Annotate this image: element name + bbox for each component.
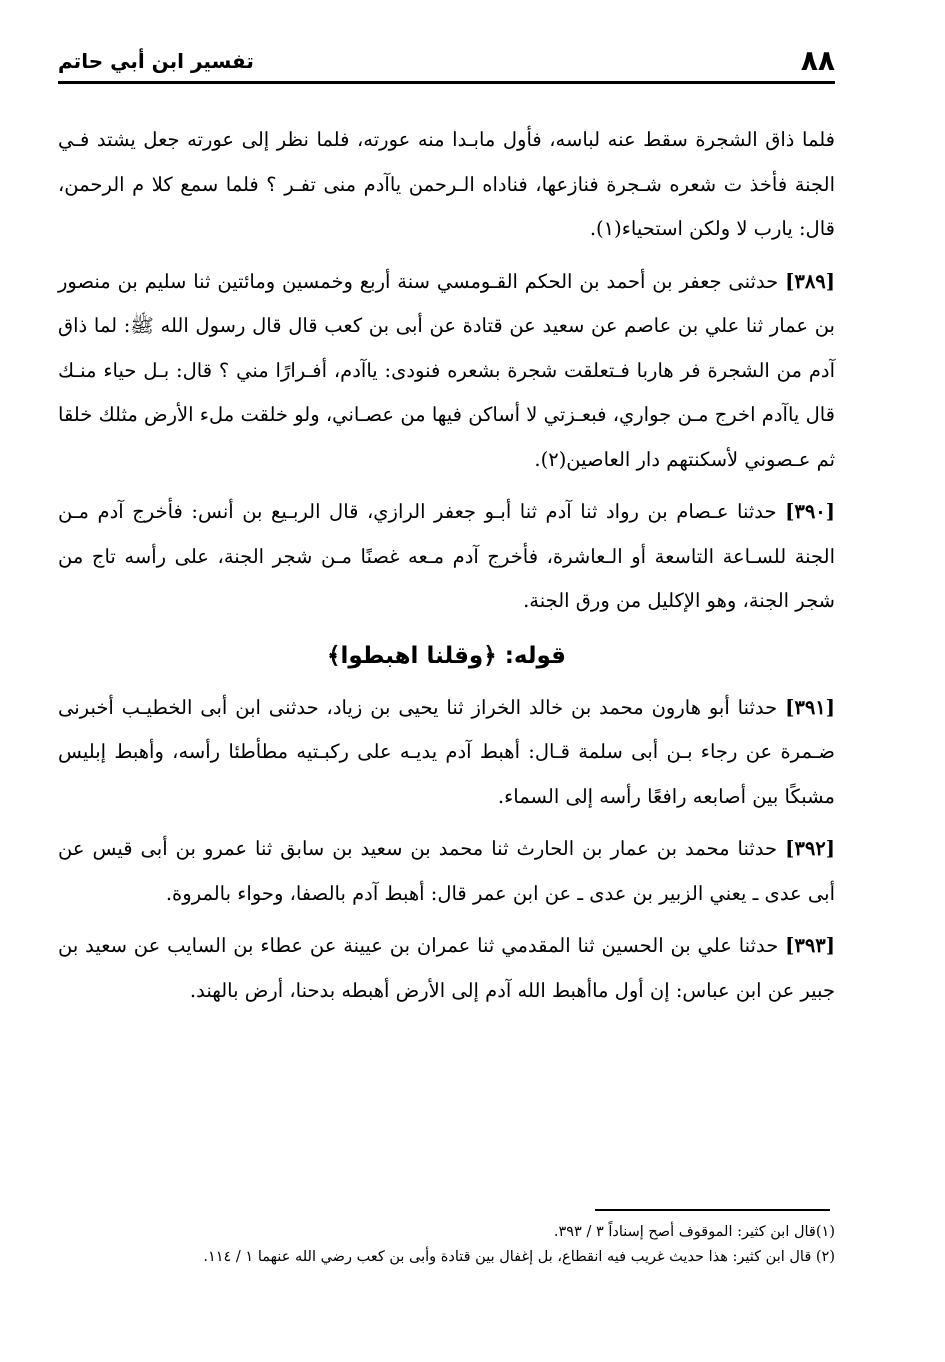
hadith-393	[58, 924, 835, 1013]
hadith-number: [٣٩٣]	[785, 934, 835, 957]
hadith-number: [٣٩١]	[785, 695, 835, 719]
hadith-number: [٣٩٠]	[785, 500, 835, 523]
hadith-390	[58, 490, 835, 624]
book-title: تفسير ابن أبي حاتم	[58, 48, 254, 73]
section-heading: قوله: ﴿وقلنا اهبطوا﴾	[327, 642, 566, 669]
page-body	[58, 118, 835, 1021]
paragraph-text: فلما ذاق الشجرة سقط عنه لباسه، فأول مابـدا منه عورته، فلما نظر إلى عورته جعل يشتد فـي الجنة فأخذ ت شعره شـجرة فنازعها، فناداه الـرحمن ياآدم منى تفـر ؟ فلما سمع كلا م الرحمن، قال: يارب لا ولكن استحياء(١).	[58, 128, 835, 240]
footnotes	[58, 1220, 835, 1270]
footnote-divider	[595, 1209, 830, 1211]
footnote-1: (١)قال ابن كثير: الموقوف أصح إسناداً ٣ / ٣٩٣.	[553, 1224, 835, 1240]
paragraph-continuation	[58, 118, 835, 252]
page-header	[58, 40, 835, 84]
hadith-text: حدثنا أبو هارون محمد بن خالد الخراز ثنا يحيى بن زياد، حدثنى ابن أبى الخطيـب أخبرنى ضـمرة عن رجاء بـن أبى سلمة قـال: أهبط آدم يديـه على ركبـتيه مطأطئا رأسه، وأهبط إبليس مشبكًا بين أصابعه رافعًا رأسه إلى السماء.	[58, 695, 835, 808]
page-number: ٨٨	[800, 44, 835, 77]
hadith-text: حدثنا عـصام بن رواد ثنا آدم ثنا أبـو جعفر الرازي، قال الربـيع بن أنس: فأخرج آدم مـن الجنة للسـاعة التاسعة أو الـعاشرة، فأخرج آدم مـعه غصنًا مـن شجر الجنة، على رأسه تاج من شجر الجنة، وهو الإكليل من ورق الجنة.	[58, 500, 835, 612]
footnote-2: (٢) قال ابن كثير: هذا حديث غريب فيه انقطاع، بل إغفال بين قتادة وأبى بن كعب رضي الله عنهما ١ / ١١٤.	[203, 1249, 835, 1265]
hadith-389	[58, 260, 835, 483]
hadith-text: حدثنا علي بن الحسين ثنا المقدمي ثنا عمران بن عيينة عن عطاء بن السايب عن سعيد بن جبير عن ابن عباس: إن أول ماأهبط الله آدم إلى الأرض أهبطه بدحنا، أرض بالهند.	[58, 934, 835, 1002]
hadith-text: حدثنا محمد بن عمار بن الحارث ثنا محمد بن سعيد بن سابق ثنا عمرو بن أبى قيس عن أبى عدى ـ يعني الزبير بن عدى ـ عن ابن عمر قال: أهبط آدم بالصفا، وحواء بالمروة.	[58, 837, 835, 905]
hadith-391	[58, 686, 835, 820]
hadith-number: [٣٩٢]	[785, 837, 836, 860]
hadith-number: [٣٨٩]	[785, 269, 836, 293]
hadith-text: حدثنى جعفر بن أحمد بن الحكم القـومسي سنة أربع وخمسين ومائتين ثنا سليم بن منصور بن عمار ثنا علي بن عاصم عن سعيد عن قتادة عن أبى بن كعب قال قال رسول الله ﷺ: لما ذاق آدم من الشجرة فر هاربا فـتعلقت شجرة بشعره فنودى: ياآدم، أفـرارًا مني ؟ قال: بـل حياء منـك قال ياآدم اخرج مـن جواري، فبعـزتي لا أساكن فيها من عصـاني، ولو خلقت ملء الأرض مثلك خلقا ثم عـصوني لأسكنتهم دار العاصين(٢).	[58, 269, 835, 471]
hadith-392	[58, 827, 835, 916]
